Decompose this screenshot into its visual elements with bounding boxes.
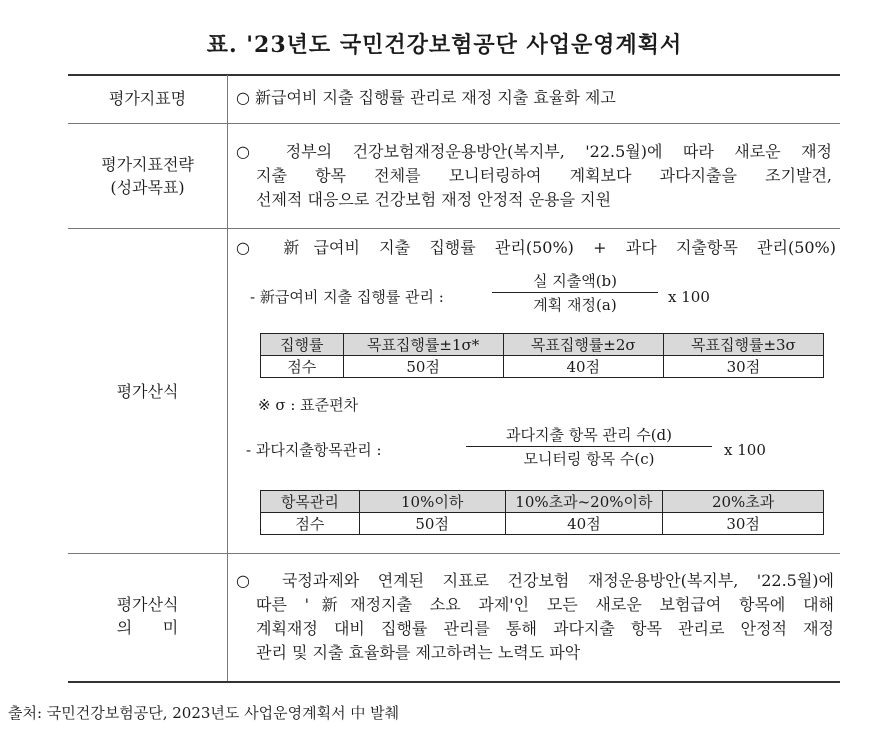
row-divider-1 — [68, 123, 840, 124]
table-cell: 10%이하 — [359, 491, 505, 513]
content-strategy — [236, 140, 832, 212]
indicator-name-text: ○ 新급여비 지출 집행률 관리로 재정 지출 효율화 제고 — [236, 88, 616, 107]
exec-fraction — [492, 270, 658, 318]
table-cell: 10%초과~20%이하 — [505, 491, 663, 513]
strategy-line1: ○ 정부의 건강보험재정운용방안(복지부, '22.5월)에 따라 새로운 재정 — [236, 142, 832, 161]
table-cell: 20%초과 — [663, 491, 824, 513]
exec-numerator: 실 지출액(b) — [532, 272, 618, 290]
table-cell: 목표집행률±2σ — [503, 334, 663, 356]
label-strategy — [68, 153, 227, 199]
row-divider-2 — [68, 228, 840, 229]
table-title: 표. '23년도 국민건강보험공단 사업운영계획서 — [206, 32, 683, 58]
sigma-note: ※ σ : 표준편차 — [258, 396, 359, 414]
strategy-line2: 지출 항목 전체를 모니터링하여 계획보다 과다지출을 조기발견, — [256, 166, 832, 185]
over-score-table — [260, 490, 824, 535]
table-cell: 40점 — [503, 356, 663, 378]
over-denominator: 모니터링 항목 수(c) — [523, 450, 655, 468]
row-divider-3 — [68, 553, 840, 554]
meaning-line4: 관리 및 지출 효율화를 제고하려는 노력도 파악 — [256, 643, 581, 662]
column-divider — [227, 75, 228, 681]
table-top-border — [68, 74, 840, 76]
label-meaning — [68, 593, 227, 639]
over-multiplier: x 100 — [724, 441, 766, 459]
content-indicator-name — [236, 86, 616, 110]
exec-denominator: 계획 재정(a) — [533, 296, 617, 314]
table-cell: 목표집행률±3σ — [663, 334, 823, 356]
over-numerator: 과다지출 항목 관리 수(d) — [505, 426, 673, 444]
table-cell: 점수 — [261, 356, 344, 378]
table-row — [261, 491, 824, 513]
over-label: - 과다지출항목관리 : — [246, 441, 382, 459]
meaning-line3: 계획재정 대비 집행률 관리를 통해 과다지출 항목 관리로 안정적 재정 — [256, 619, 834, 638]
label-strategy-line2: (성과목표) — [110, 178, 185, 197]
table-cell: 30점 — [663, 513, 824, 535]
label-strategy-line1: 평가지표전략 — [101, 155, 194, 174]
label-indicator-name: 평가지표명 — [108, 89, 187, 108]
formula-line1: ○ 新급여비 지출 집행률 관리(50%) + 과다 지출항목 관리(50%) — [236, 238, 836, 257]
exec-label: - 新급여비 지출 집행률 관리 : — [250, 288, 444, 306]
content-meaning — [236, 569, 834, 665]
table-row — [261, 356, 824, 378]
table-cell: 30점 — [663, 356, 823, 378]
label-meaning-line1: 평가산식 — [116, 595, 179, 614]
table-bottom-border — [68, 681, 840, 683]
meaning-line2: 따른 '新재정지출 소요 과제'인 모든 새로운 보험급여 항목에 대해 — [256, 595, 834, 614]
over-fraction — [466, 424, 712, 472]
label-formula: 평가산식 — [116, 382, 179, 401]
table-cell: 목표집행률±1σ* — [343, 334, 503, 356]
meaning-line1: ○ 국정과제와 연계된 지표로 건강보험 재정운용방안(복지부, '22.5월)에 — [236, 571, 834, 590]
strategy-line3: 선제적 대응으로 건강보험 재정 안정적 운용을 지원 — [256, 190, 612, 209]
table-cell: 40점 — [505, 513, 663, 535]
table-row — [261, 513, 824, 535]
table-cell: 항목관리 — [261, 491, 360, 513]
formula-line1-wrap — [236, 236, 836, 260]
table-row — [261, 334, 824, 356]
exec-fraction-bar — [492, 292, 658, 293]
exec-multiplier: x 100 — [668, 288, 710, 306]
table-cell: 점수 — [261, 513, 360, 535]
exec-score-table — [260, 333, 824, 378]
table-cell: 50점 — [359, 513, 505, 535]
table-cell: 50점 — [343, 356, 503, 378]
source-caption: 출처: 국민건강보험공단, 2023년도 사업운영계획서 中 발췌 — [8, 704, 400, 722]
table-cell: 집행률 — [261, 334, 344, 356]
over-fraction-bar — [466, 446, 712, 447]
label-meaning-line2: 의 미 — [116, 618, 179, 637]
